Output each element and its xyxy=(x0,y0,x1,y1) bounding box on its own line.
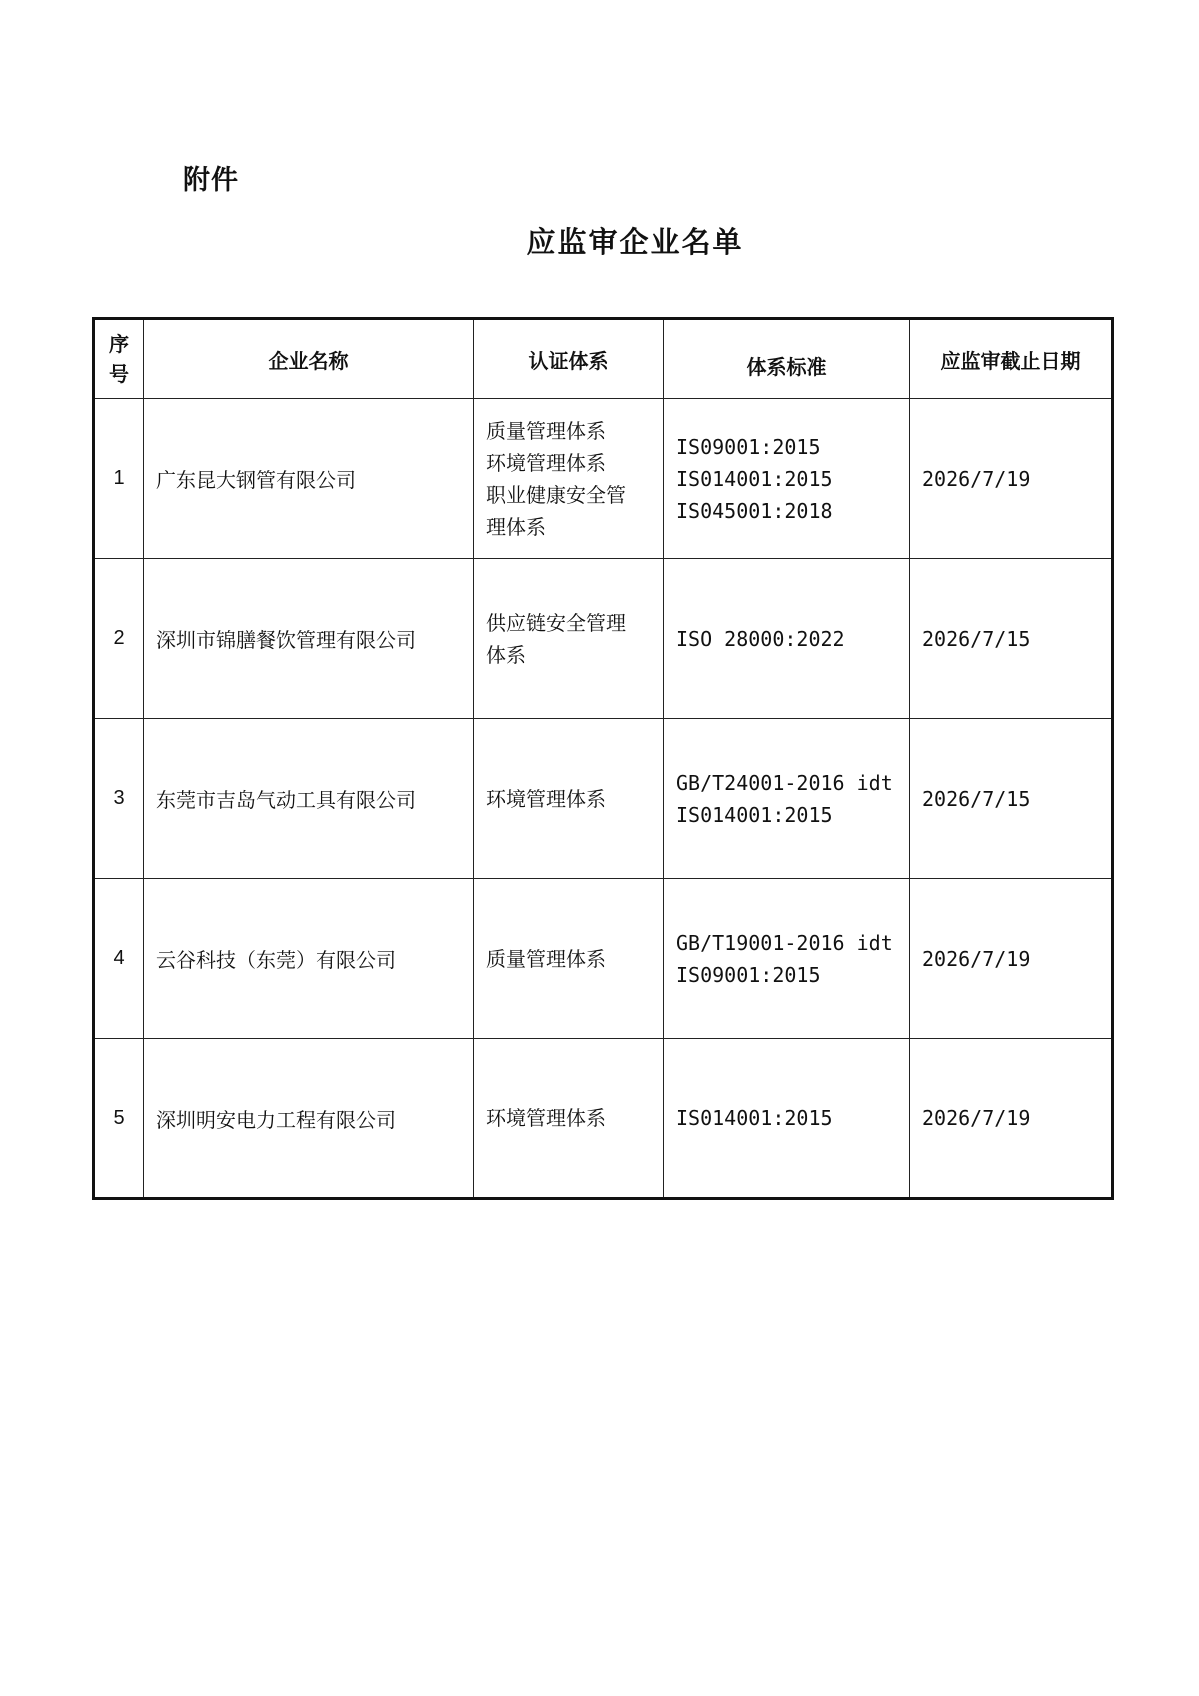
document-title: 应监审企业名单 xyxy=(526,225,744,259)
header-system-standard: 体系标准 xyxy=(664,319,910,399)
row-number: 2 xyxy=(94,559,144,719)
audit-deadline: 2026/7/19 xyxy=(910,879,1113,1039)
company-name: 东莞市吉岛气动工具有限公司 xyxy=(144,719,474,879)
audit-deadline: 2026/7/19 xyxy=(910,399,1113,559)
certification-system: 环境管理体系 xyxy=(474,719,664,879)
header-serial-number: 序 号 xyxy=(94,319,144,399)
system-standard: IS014001:2015 xyxy=(664,1039,910,1199)
company-name: 广东昆大钢管有限公司 xyxy=(144,399,474,559)
row-number: 4 xyxy=(94,879,144,1039)
attachment-label: 附件 xyxy=(183,165,239,196)
row-number: 1 xyxy=(94,399,144,559)
enterprise-table xyxy=(92,317,1114,1200)
system-standard: IS09001:2015 IS014001:2015 IS045001:2018 xyxy=(664,399,910,559)
table-header-row xyxy=(94,319,1113,399)
system-standard: GB/T24001-2016 idt IS014001:2015 xyxy=(664,719,910,879)
row-number: 5 xyxy=(94,1039,144,1199)
audit-deadline: 2026/7/15 xyxy=(910,719,1113,879)
table-row xyxy=(94,879,1113,1039)
table-row xyxy=(94,399,1113,559)
system-standard: ISO 28000:2022 xyxy=(664,559,910,719)
header-audit-deadline: 应监审截止日期 xyxy=(910,319,1113,399)
company-name: 云谷科技（东莞）有限公司 xyxy=(144,879,474,1039)
certification-system: 供应链安全管理 体系 xyxy=(474,559,664,719)
company-name: 深圳明安电力工程有限公司 xyxy=(144,1039,474,1199)
certification-system: 质量管理体系 xyxy=(474,879,664,1039)
table-row xyxy=(94,559,1113,719)
audit-deadline: 2026/7/19 xyxy=(910,1039,1113,1199)
company-name: 深圳市锦膳餐饮管理有限公司 xyxy=(144,559,474,719)
row-number: 3 xyxy=(94,719,144,879)
system-standard: GB/T19001-2016 idt IS09001:2015 xyxy=(664,879,910,1039)
header-certification-system: 认证体系 xyxy=(474,319,664,399)
certification-system: 环境管理体系 xyxy=(474,1039,664,1199)
table-row xyxy=(94,1039,1113,1199)
table-row xyxy=(94,719,1113,879)
audit-deadline: 2026/7/15 xyxy=(910,559,1113,719)
certification-system: 质量管理体系 环境管理体系 职业健康安全管 理体系 xyxy=(474,399,664,559)
header-company-name: 企业名称 xyxy=(144,319,474,399)
